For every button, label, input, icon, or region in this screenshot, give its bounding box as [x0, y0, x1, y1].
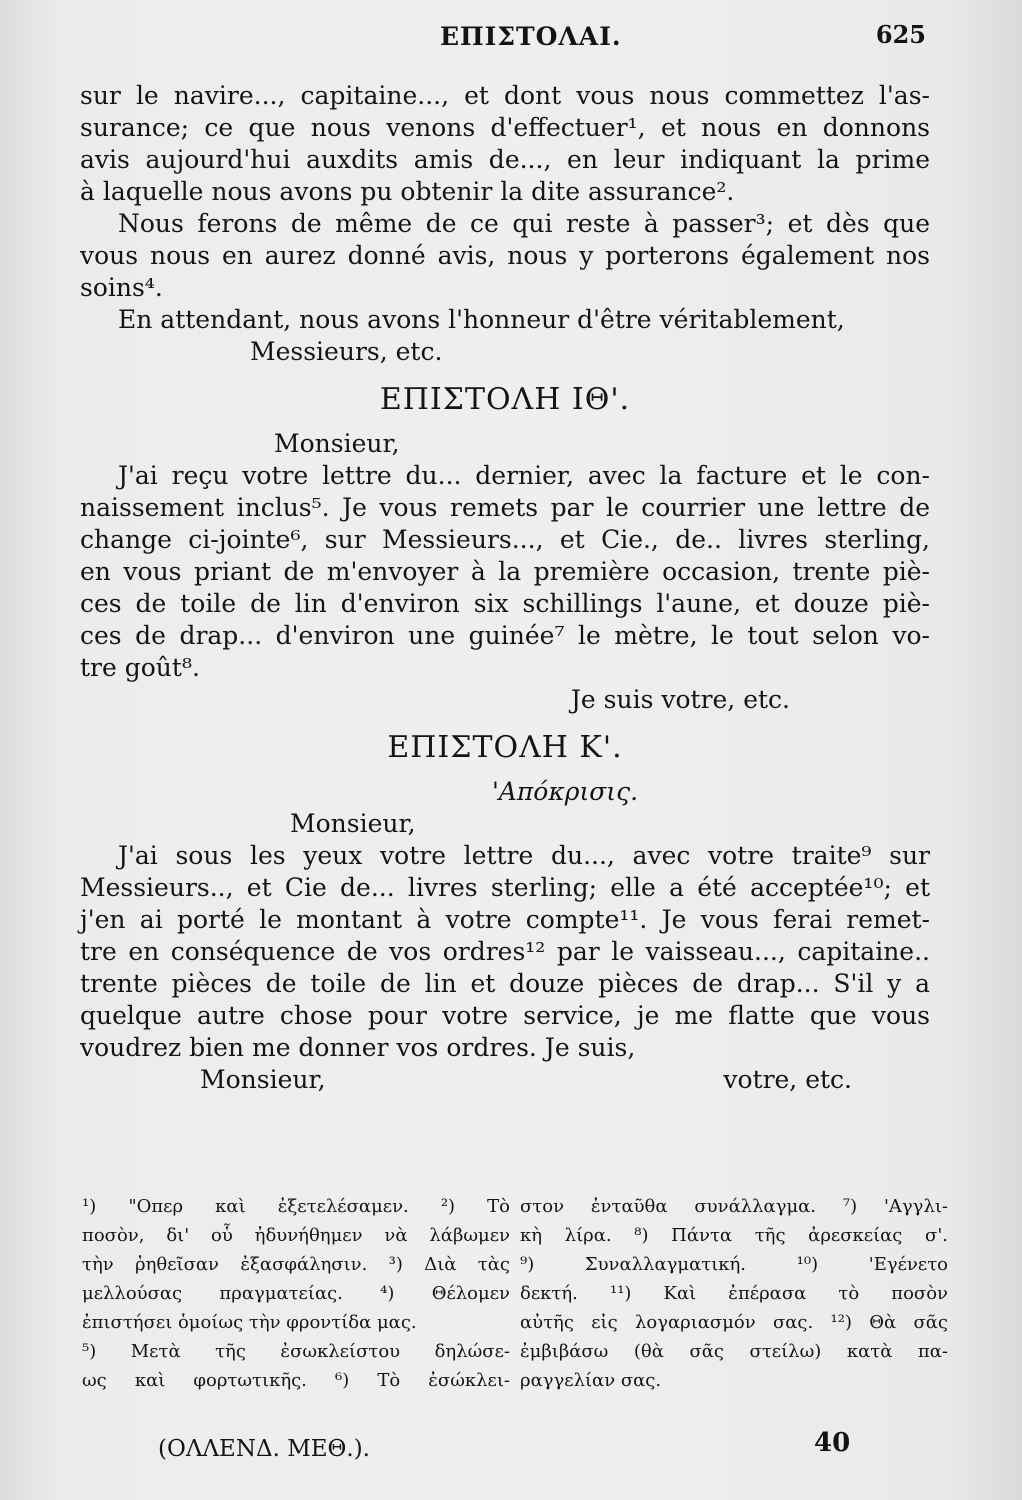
text-line: J'ai reçu votre lettre du... dernier, avec la facture et le con-: [118, 461, 930, 490]
text-line: à laquelle nous avons pu obtenir la dite assurance².: [80, 177, 735, 206]
text-line: surance; ce que nous venons d'effectuer¹, et nous en donnons: [80, 113, 930, 142]
footnotes-left-column: [82, 1192, 510, 1395]
footnote-line: ⁵) Μετὰ τῆς ἐσωκλείστου δηλώσε-: [82, 1341, 510, 1362]
page-header: [0, 22, 1022, 58]
signature-number: 40: [814, 1428, 851, 1458]
footnote-line: τὴν ῥηθεῖσαν ἐξασφάλησιν. ³) Διὰ τὰς: [82, 1254, 510, 1275]
letter-20-salutation: Monsieur,: [290, 809, 416, 838]
main-text: [80, 80, 930, 1096]
text-line: En attendant, nous avons l'honneur d'être véritablement,: [118, 305, 845, 334]
letter-20-subheading: 'Απόκρισις.: [491, 777, 639, 806]
footnote-line: μελλούσας πραγματείας. ⁴) Θέλομεν: [82, 1283, 510, 1304]
text-line: vous nous en aurez donné avis, nous y porterons également nos: [80, 241, 930, 270]
text-line: avis aujourd'hui auxdits amis de..., en leur indiquant la prime: [80, 145, 930, 174]
text-line: voudrez bien me donner vos ordres. Je suis,: [80, 1033, 636, 1062]
footnote-line: αὐτῆς εἰς λογαριασμόν σας. ¹²) Θὰ σᾶς: [520, 1312, 948, 1333]
footnote-line: ἐμβιβάσω (θὰ σᾶς στείλω) κατὰ πα-: [520, 1341, 948, 1362]
letter-19-heading: ΕΠΙΣΤΟΛΗ ΙΘ'.: [379, 382, 631, 417]
letter-19-salutation: Monsieur,: [274, 429, 400, 458]
closing-left: Monsieur,: [200, 1065, 326, 1094]
text-line: tre goût⁸.: [80, 653, 200, 682]
text-line: change ci-jointe⁶, sur Messieurs..., et Cie., de.. livres sterling,: [80, 525, 930, 554]
letter-19-closing: Je suis votre, etc.: [570, 685, 790, 714]
page-footer: [0, 1428, 1022, 1468]
footnote-line: στον ἐνταῦθα συνάλλαγμα. ⁷) 'Αγγλι-: [520, 1196, 948, 1217]
text-line: en vous priant de m'envoyer à la première occasion, trente piè-: [80, 557, 930, 586]
text-line: trente pièces de toile de lin et douze pièces de drap... S'il y a: [80, 969, 930, 998]
footnote-line: δεκτή. ¹¹) Καὶ ἐπέρασα τὸ ποσὸν: [520, 1283, 948, 1304]
text-line: j'en ai porté le montant à votre compte¹¹. Je vous ferai remet-: [80, 905, 930, 934]
text-line: Messieurs.., et Cie de... livres sterling; elle a été acceptée¹⁰; et: [80, 873, 930, 902]
footnote-line: ως καὶ φορτωτικῆς. ⁶) Τὸ ἐσώκλει-: [82, 1370, 510, 1391]
text-line: Nous ferons de même de ce qui reste à passer³; et dès que: [118, 209, 930, 238]
closing-right: votre, etc.: [723, 1065, 852, 1094]
footnote-line: ἐπιστήσει ὁμοίως τὴν φροντίδα μας.: [82, 1312, 417, 1333]
footnote-line: ¹) "Οπερ καὶ ἐξετελέσαμεν. ²) Τὸ: [82, 1196, 510, 1217]
text-line: ces de drap... d'environ une guinée⁷ le mètre, le tout selon vo-: [80, 621, 930, 650]
text-line: tre en conséquence de vos ordres¹² par le vaisseau..., capitaine..: [80, 937, 930, 966]
footnotes: [82, 1192, 948, 1395]
page-number: 625: [875, 20, 926, 49]
footnotes-right-column: [520, 1192, 948, 1395]
text-line: J'ai sous les yeux votre lettre du..., avec votre traite⁹ sur: [118, 841, 930, 870]
closing-salutation: Messieurs, etc.: [250, 337, 443, 366]
text-line: naissement inclus⁵. Je vous remets par le courrier une lettre de: [80, 493, 930, 522]
text-line: quelque autre chose pour votre service, je me flatte que vous: [80, 1001, 930, 1030]
printer-signature: (ΟΛΛΕΝΔ. ΜΕΘ.).: [158, 1436, 370, 1462]
footnote-line: ποσὸν, δι' οὗ ἠδυνήθημεν νὰ λάβωμεν: [82, 1225, 510, 1246]
text-line: ces de toile de lin d'environ six schillings l'aune, et douze piè-: [80, 589, 930, 618]
footnote-line: ραγγελίαν σας.: [520, 1370, 662, 1391]
letter-20-heading: ΕΠΙΣΤΟΛΗ Κ'.: [387, 730, 623, 765]
footnote-line: κὴ λίρα. ⁸) Πάντα τῆς ἀρεσκείας σ'.: [520, 1225, 948, 1246]
running-title: ΕΠΙΣΤΟΛΑΙ.: [440, 22, 622, 51]
text-line: sur le navire..., capitaine..., et dont vous nous commettez l'as-: [80, 81, 930, 110]
footnote-line: ⁹) Συναλλαγματική. ¹⁰) 'Εγένετο: [520, 1254, 948, 1275]
letter-20-closing: [80, 1064, 930, 1096]
text-line: soins⁴.: [80, 273, 163, 302]
